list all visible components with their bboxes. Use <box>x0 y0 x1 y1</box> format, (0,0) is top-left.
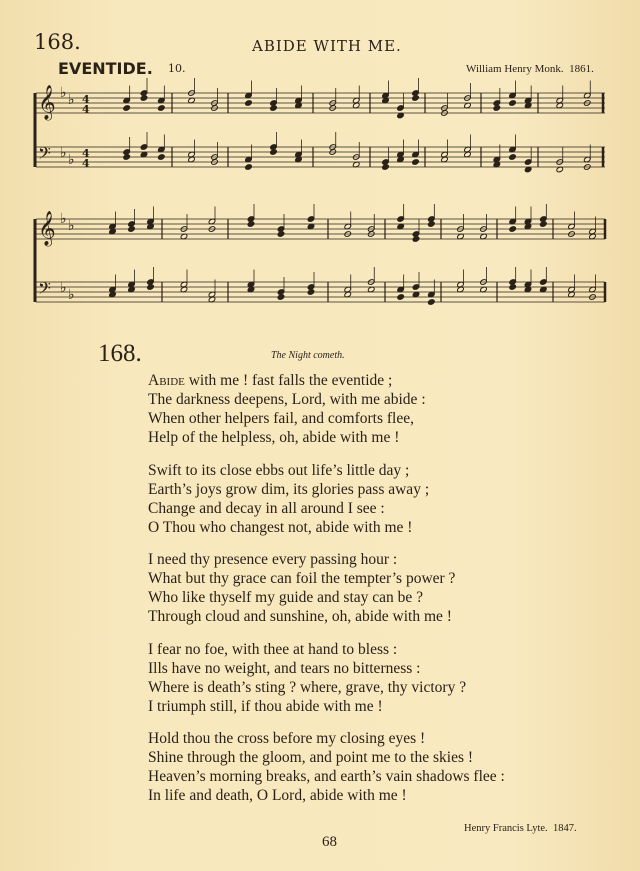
stanza <box>148 729 505 805</box>
bass-clef-icon: 𝄢 <box>38 278 51 302</box>
note-head <box>412 236 420 243</box>
bass-clef-icon: 𝄢 <box>38 143 51 167</box>
flat-icon: ♭ <box>68 218 75 234</box>
note-head <box>509 284 517 291</box>
text-hymn-number: 168. <box>98 340 142 367</box>
hymn-subtitle: The Night cometh. <box>271 350 345 361</box>
note-head <box>245 100 253 107</box>
note-head <box>158 154 166 161</box>
lyric-line: Heaven’s morning breaks, and earth’s vain shadows flee : <box>148 768 505 785</box>
lyric-line: The darkness deepens, Lord, with me abide : <box>148 391 426 408</box>
lyric-line: Hold thou the cross before my closing eyes ! <box>148 730 426 747</box>
author-name: Henry Francis Lyte. <box>464 823 548 834</box>
music-score <box>0 0 640 340</box>
lyric-line: When other helpers fail, and comforts flee, <box>148 410 414 427</box>
stanza <box>148 461 505 537</box>
stanza <box>148 371 505 447</box>
lyric-line: Change and decay in all around I see : <box>148 499 385 517</box>
flat-icon: ♭ <box>60 85 67 101</box>
note-head <box>277 231 285 238</box>
author-year: 1847. <box>552 823 577 834</box>
flat-icon: ♭ <box>60 280 67 296</box>
time-signature: 4 <box>82 157 90 170</box>
flat-icon: ♭ <box>68 152 75 168</box>
note-head <box>397 294 405 301</box>
time-signature: 4 <box>82 103 90 116</box>
note-head <box>123 105 131 112</box>
composer-year: 1861. <box>569 63 594 75</box>
tune-name: EVENTIDE. <box>58 59 153 78</box>
note-head <box>158 105 166 112</box>
note-head <box>140 95 148 102</box>
composer-name: William Henry Monk. <box>466 63 564 75</box>
lyric-line: I need thy presence every passing hour : <box>148 551 398 568</box>
note-head <box>270 149 278 156</box>
note-head <box>277 294 285 301</box>
note-head <box>382 164 390 171</box>
time-signature: 4 <box>82 93 90 106</box>
lyric-line: Ills have no weight, and tears no bitterness : <box>148 659 421 677</box>
note-head <box>428 299 436 306</box>
lyric-line: Shine through the gloom, and point me to the skies ! <box>148 749 474 766</box>
note-head <box>270 105 278 112</box>
lyric-line: O Thou who changest not, abide with me ! <box>148 518 413 536</box>
note-head <box>509 100 517 107</box>
time-signature: 4 <box>82 147 90 160</box>
note-head <box>428 221 436 228</box>
flat-icon: ♭ <box>60 211 67 227</box>
treble-clef-icon: 𝄞 <box>38 85 56 120</box>
note-head <box>509 226 517 233</box>
lyric-line: I triumph still, if thou abide with me ! <box>148 697 383 715</box>
lyric-line: Where is death’s sting ? where, grave, thy victory ? <box>148 678 467 696</box>
treble-clef-icon: 𝄞 <box>38 211 56 246</box>
lyric-line: Earth’s joys grow dim, its glories pass away ; <box>148 480 430 498</box>
note-head <box>412 95 420 102</box>
meter: 10. <box>168 62 186 75</box>
flat-icon: ♭ <box>68 287 75 303</box>
lyric-text: with me ! fast falls the eventide ; <box>184 372 393 389</box>
note-head <box>147 284 155 291</box>
flat-icon: ♭ <box>60 145 67 161</box>
first-word: Abide <box>148 372 185 389</box>
lyric-line: Swift to its close ebbs out life’s little day ; <box>148 461 410 479</box>
lyrics <box>148 371 505 819</box>
lyric-line: I fear no foe, with thee at hand to bless : <box>148 640 398 658</box>
note-head <box>493 105 501 112</box>
hymn-number: 168. <box>34 30 81 54</box>
hymn-title: ABIDE WITH ME. <box>252 37 402 55</box>
lyric-line: Through cloud and sunshine, oh, abide with me ! <box>148 608 452 625</box>
note-head <box>247 221 255 228</box>
lyric-line <box>148 371 505 390</box>
note-head <box>540 221 548 228</box>
note-head <box>245 164 253 171</box>
page-number: 68 <box>322 834 337 850</box>
note-head <box>412 159 420 166</box>
note-head <box>123 154 131 161</box>
note-head <box>509 154 517 161</box>
note-head <box>128 226 136 233</box>
lyric-line: Who like thyself my guide and stay can be ? <box>148 589 424 606</box>
lyric-line: What but thy grace can foil the tempter’s power ? <box>148 570 456 587</box>
author <box>464 823 577 834</box>
lyric-line: In life and death, O Lord, abide with me ! <box>148 787 407 804</box>
lyric-line: Help of the helpless, oh, abide with me ! <box>148 429 400 446</box>
note-head <box>307 289 315 296</box>
stanza <box>148 640 505 716</box>
stanza <box>148 550 505 626</box>
flat-icon: ♭ <box>68 92 75 108</box>
